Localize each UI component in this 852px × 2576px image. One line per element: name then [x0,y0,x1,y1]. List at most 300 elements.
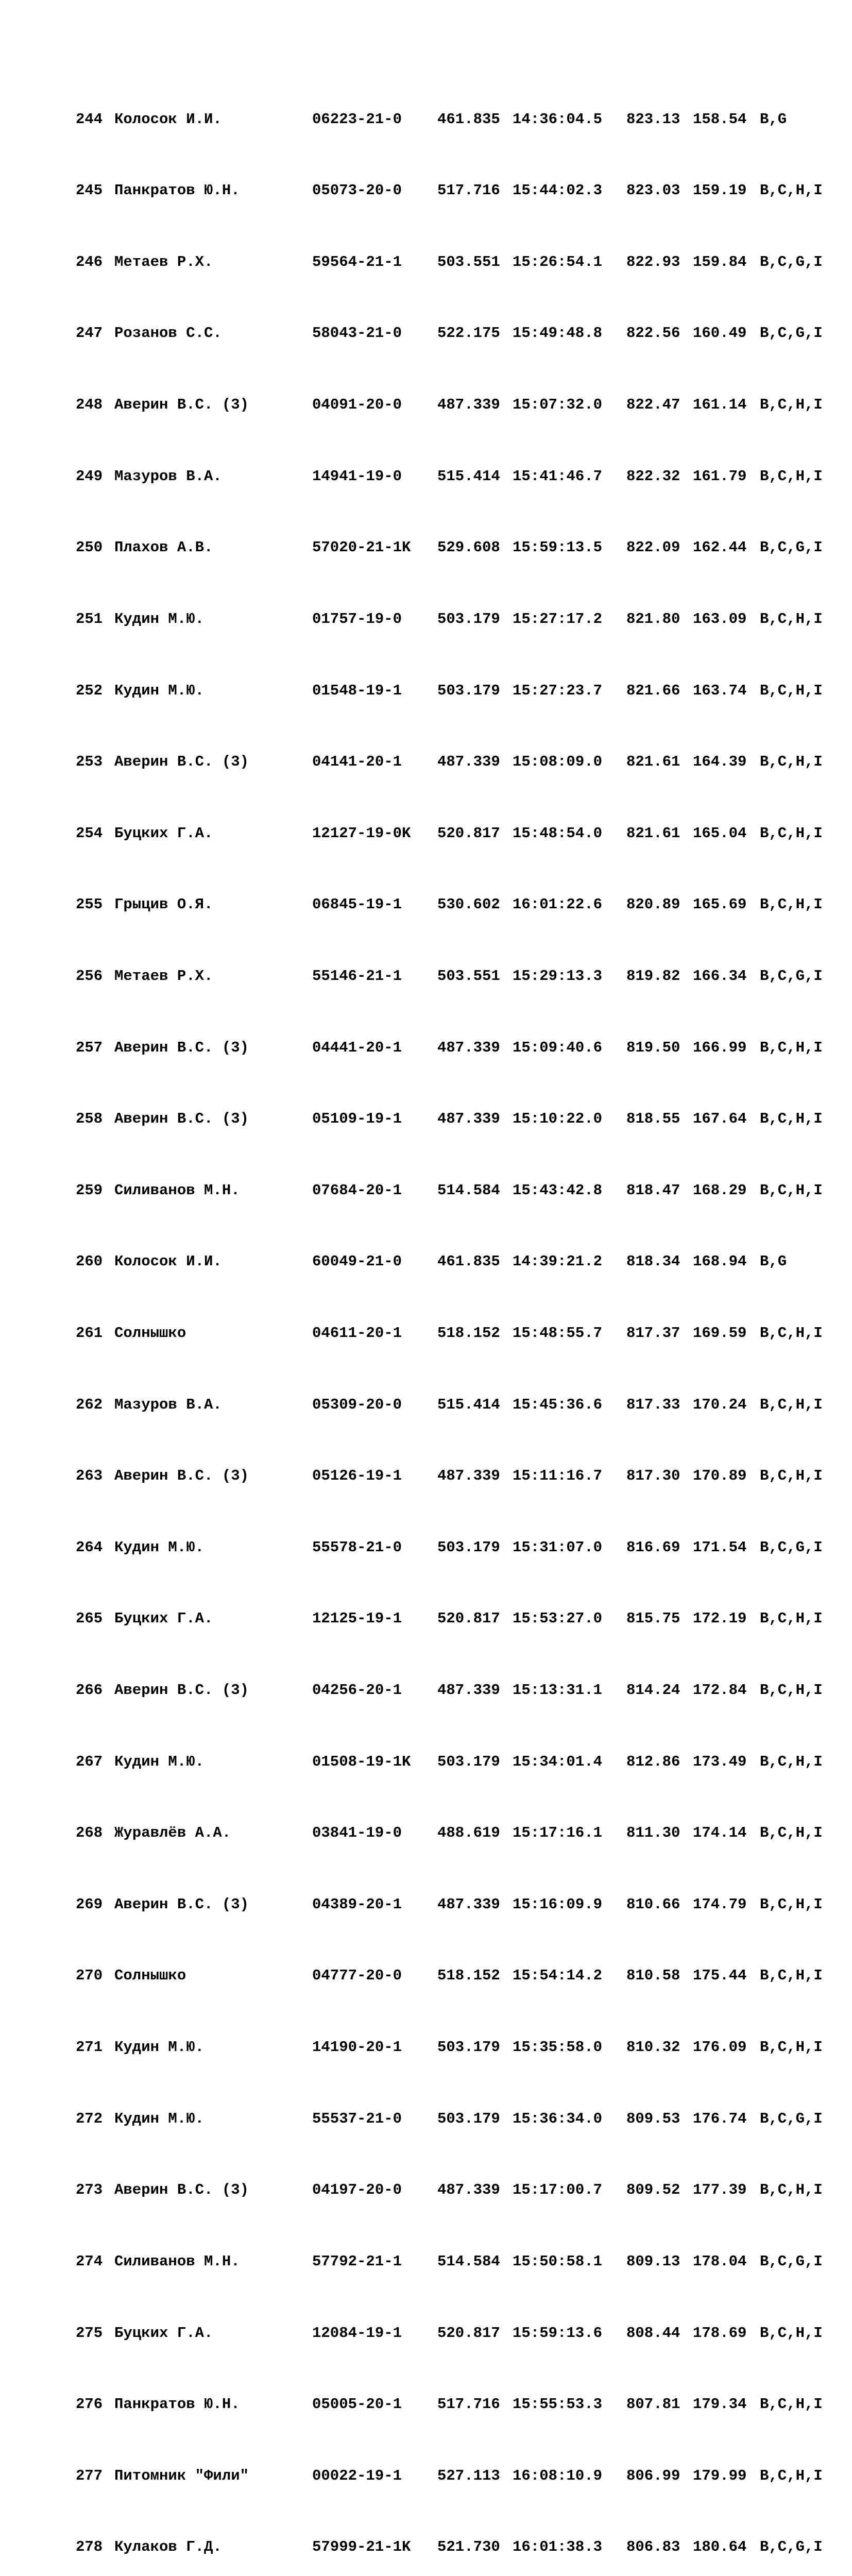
coefficient-cell: 175.44 [693,1967,747,1985]
arrival-time-cell: 15:53:27.0 [513,1610,603,1628]
category-tags-cell: B,C,H,I [760,1967,823,1985]
fancier-name-cell: Солнышко [114,1324,186,1342]
table-row [76,1610,823,1628]
ring-number-cell: 12127-19-0K [312,824,411,842]
place-cell: 255 [76,896,103,913]
arrival-time-cell: 15:59:13.5 [513,539,603,556]
fancier-name-cell: Метаев Р.Х. [114,967,213,985]
ring-number-cell: 01757-19-0 [312,610,402,628]
coefficient-cell: 172.19 [693,1610,747,1628]
fancier-name-cell: Аверин В.С. (3) [114,1039,249,1056]
fancier-name-cell: Силиванов М.Н. [114,1181,240,1199]
table-row [76,611,823,629]
speed-cell: 809.13 [626,2252,680,2270]
coefficient-cell: 165.69 [693,896,747,913]
table-row [76,1539,823,1557]
coefficient-cell: 169.59 [693,1324,747,1342]
fancier-name-cell: Буцких Г.А. [114,2324,213,2342]
fancier-name-cell: Буцких Г.А. [114,824,213,842]
place-cell: 265 [76,1610,103,1628]
coefficient-cell: 170.24 [693,1396,747,1413]
category-tags-cell: B,C,H,I [760,2039,823,2056]
category-tags-cell: B,C,H,I [760,1753,823,1770]
coefficient-cell: 166.34 [693,967,747,985]
fancier-name-cell: Кудин М.Ю. [114,1538,205,1556]
table-row [76,2110,823,2128]
distance-cell: 503.179 [437,2110,500,2127]
ring-number-cell: 05126-19-1 [312,1467,402,1485]
table-row [76,753,823,771]
fancier-name-cell: Силиванов М.Н. [114,2252,240,2270]
distance-cell: 487.339 [437,1682,500,1699]
ring-number-cell: 05073-20-0 [312,182,402,199]
distance-cell: 487.339 [437,2181,500,2199]
place-cell: 273 [76,2181,103,2199]
arrival-time-cell: 15:10:22.0 [513,1110,603,1128]
speed-cell: 821.80 [626,610,680,628]
category-tags-cell: B,C,H,I [760,682,823,699]
ring-number-cell: 04091-20-0 [312,396,402,414]
ring-number-cell: 12125-19-1 [312,1610,402,1628]
arrival-time-cell: 15:44:02.3 [513,182,603,199]
distance-cell: 487.339 [437,396,500,414]
distance-cell: 503.179 [437,1538,500,1556]
fancier-name-cell: Кудин М.Ю. [114,1753,205,1770]
category-tags-cell: B,C,G,I [760,253,823,270]
coefficient-cell: 159.84 [693,253,747,270]
table-row [76,2396,823,2414]
category-tags-cell: B,C,G,I [760,1538,823,1556]
speed-cell: 819.50 [626,1039,680,1056]
distance-cell: 527.113 [437,2467,500,2484]
place-cell: 276 [76,2396,103,2413]
ring-number-cell: 14190-20-1 [312,2039,402,2056]
arrival-time-cell: 15:29:13.3 [513,967,603,985]
category-tags-cell: B,C,H,I [760,610,823,628]
coefficient-cell: 166.99 [693,1039,747,1056]
ring-number-cell: 55146-21-1 [312,967,402,985]
coefficient-cell: 174.79 [693,1895,747,1913]
arrival-time-cell: 16:01:38.3 [513,2538,603,2556]
distance-cell: 503.179 [437,682,500,699]
place-cell: 269 [76,1895,103,1913]
category-tags-cell: B,G [760,110,787,128]
table-row [76,2181,823,2199]
arrival-time-cell: 16:01:22.6 [513,896,603,913]
category-tags-cell: B,C,H,I [760,2324,823,2342]
arrival-time-cell: 15:49:48.8 [513,325,603,342]
results-table [76,39,823,2576]
arrival-time-cell: 15:26:54.1 [513,253,603,270]
category-tags-cell: B,C,G,I [760,967,823,985]
coefficient-cell: 159.19 [693,182,747,199]
arrival-time-cell: 15:36:34.0 [513,2110,603,2127]
distance-cell: 520.817 [437,2324,500,2342]
place-cell: 267 [76,1753,103,1770]
speed-cell: 822.47 [626,396,680,414]
fancier-name-cell: Кудин М.Ю. [114,2110,205,2127]
table-row [76,682,823,700]
coefficient-cell: 178.69 [693,2324,747,2342]
distance-cell: 461.835 [437,1253,500,1270]
ring-number-cell: 57020-21-1K [312,539,411,556]
arrival-time-cell: 15:34:01.4 [513,1753,603,1770]
fancier-name-cell: Аверин В.С. (3) [114,1682,249,1699]
ring-number-cell: 14941-19-0 [312,467,402,485]
distance-cell: 522.175 [437,325,500,342]
arrival-time-cell: 15:17:16.1 [513,1824,603,1842]
place-cell: 264 [76,1538,103,1556]
ring-number-cell: 04141-20-1 [312,753,402,771]
distance-cell: 487.339 [437,1467,500,1485]
ring-number-cell: 57999-21-1K [312,2538,411,2556]
table-row [76,825,823,843]
ring-number-cell: 55578-21-0 [312,1538,402,1556]
coefficient-cell: 173.49 [693,1753,747,1770]
speed-cell: 811.30 [626,1824,680,1842]
distance-cell: 503.179 [437,610,500,628]
coefficient-cell: 158.54 [693,110,747,128]
table-row [76,182,823,200]
coefficient-cell: 176.09 [693,2039,747,2056]
place-cell: 263 [76,1467,103,1485]
arrival-time-cell: 15:48:54.0 [513,824,603,842]
distance-cell: 503.179 [437,1753,500,1770]
arrival-time-cell: 15:27:17.2 [513,610,603,628]
table-row [76,468,823,486]
arrival-time-cell: 15:16:09.9 [513,1895,603,1913]
arrival-time-cell: 15:07:32.0 [513,396,603,414]
coefficient-cell: 168.29 [693,1181,747,1199]
distance-cell: 518.152 [437,1324,500,1342]
category-tags-cell: B,C,H,I [760,396,823,414]
speed-cell: 810.32 [626,2039,680,2056]
ring-number-cell: 06845-19-1 [312,896,402,913]
fancier-name-cell: Мазуров В.А. [114,467,222,485]
ring-number-cell: 55537-21-0 [312,2110,402,2127]
coefficient-cell: 163.74 [693,682,747,699]
place-cell: 247 [76,325,103,342]
coefficient-cell: 179.34 [693,2396,747,2413]
table-row [76,896,823,914]
table-row [76,1396,823,1414]
category-tags-cell: B,C,H,I [760,1895,823,1913]
ring-number-cell: 04197-20-0 [312,2181,402,2199]
distance-cell: 529.608 [437,539,500,556]
fancier-name-cell: Аверин В.С. (3) [114,1110,249,1128]
speed-cell: 806.99 [626,2467,680,2484]
distance-cell: 514.584 [437,2252,500,2270]
table-row [76,1896,823,1914]
speed-cell: 822.56 [626,325,680,342]
fancier-name-cell: Кудин М.Ю. [114,682,205,699]
distance-cell: 503.551 [437,967,500,985]
arrival-time-cell: 15:08:09.0 [513,753,603,771]
distance-cell: 487.339 [437,753,500,771]
place-cell: 254 [76,824,103,842]
category-tags-cell: B,C,G,I [760,325,823,342]
distance-cell: 514.584 [437,1181,500,1199]
speed-cell: 817.37 [626,1324,680,1342]
ring-number-cell: 05005-20-1 [312,2396,402,2413]
ring-number-cell: 57792-21-1 [312,2252,402,2270]
speed-cell: 818.47 [626,1181,680,1199]
coefficient-cell: 162.44 [693,539,747,556]
speed-cell: 820.89 [626,896,680,913]
coefficient-cell: 161.14 [693,396,747,414]
fancier-name-cell: Грыцив О.Я. [114,896,213,913]
category-tags-cell: B,C,H,I [760,753,823,771]
speed-cell: 821.61 [626,753,680,771]
distance-cell: 487.339 [437,1895,500,1913]
place-cell: 261 [76,1324,103,1342]
ring-number-cell: 01508-19-1K [312,1753,411,1770]
distance-cell: 517.716 [437,2396,500,2413]
place-cell: 260 [76,1253,103,1270]
category-tags-cell: B,C,H,I [760,824,823,842]
place-cell: 256 [76,967,103,985]
arrival-time-cell: 15:09:40.6 [513,1039,603,1056]
coefficient-cell: 165.04 [693,824,747,842]
distance-cell: 487.339 [437,1039,500,1056]
category-tags-cell: B,C,H,I [760,2396,823,2413]
place-cell: 274 [76,2252,103,2270]
arrival-time-cell: 15:54:14.2 [513,1967,603,1985]
place-cell: 249 [76,467,103,485]
table-row [76,325,823,343]
arrival-time-cell: 16:08:10.9 [513,2467,603,2484]
fancier-name-cell: Питомник "Фили" [114,2467,249,2484]
fancier-name-cell: Аверин В.С. (3) [114,2181,249,2199]
coefficient-cell: 161.79 [693,467,747,485]
place-cell: 268 [76,1824,103,1842]
speed-cell: 823.03 [626,182,680,199]
ring-number-cell: 59564-21-1 [312,253,402,270]
table-row [76,1253,823,1271]
category-tags-cell: B,C,H,I [760,182,823,199]
place-cell: 248 [76,396,103,414]
arrival-time-cell: 15:11:16.7 [513,1467,603,1485]
place-cell: 251 [76,610,103,628]
fancier-name-cell: Аверин В.С. (3) [114,753,249,771]
place-cell: 277 [76,2467,103,2484]
fancier-name-cell: Аверин В.С. (3) [114,1467,249,1485]
coefficient-cell: 171.54 [693,1538,747,1556]
table-row [76,1824,823,1842]
speed-cell: 809.52 [626,2181,680,2199]
arrival-time-cell: 15:55:53.3 [513,2396,603,2413]
speed-cell: 822.09 [626,539,680,556]
distance-cell: 521.730 [437,2538,500,2556]
speed-cell: 808.44 [626,2324,680,2342]
fancier-name-cell: Панкратов Ю.Н. [114,2396,240,2413]
place-cell: 250 [76,539,103,556]
category-tags-cell: B,C,G,I [760,539,823,556]
ring-number-cell: 06223-21-0 [312,110,402,128]
table-row [76,396,823,414]
distance-cell: 461.835 [437,110,500,128]
speed-cell: 817.30 [626,1467,680,1485]
table-row [76,2467,823,2485]
category-tags-cell: B,C,H,I [760,2467,823,2484]
ring-number-cell: 07684-20-1 [312,1181,402,1199]
fancier-name-cell: Розанов С.С. [114,325,222,342]
place-cell: 278 [76,2538,103,2556]
category-tags-cell: B,C,H,I [760,1039,823,1056]
fancier-name-cell: Метаев Р.Х. [114,253,213,270]
place-cell: 257 [76,1039,103,1056]
table-row [76,2039,823,2057]
arrival-time-cell: 15:45:36.6 [513,1396,603,1413]
speed-cell: 812.86 [626,1753,680,1770]
table-row [76,253,823,272]
distance-cell: 515.414 [437,467,500,485]
table-row [76,111,823,129]
category-tags-cell: B,C,H,I [760,1396,823,1413]
coefficient-cell: 176.74 [693,2110,747,2127]
category-tags-cell: B,C,G,I [760,2538,823,2556]
distance-cell: 520.817 [437,824,500,842]
fancier-name-cell: Плахов А.В. [114,539,213,556]
place-cell: 259 [76,1181,103,1199]
ring-number-cell: 12084-19-1 [312,2324,402,2342]
table-row [76,1182,823,1200]
ring-number-cell: 04611-20-1 [312,1324,402,1342]
category-tags-cell: B,C,H,I [760,1110,823,1128]
speed-cell: 809.53 [626,2110,680,2127]
table-row [76,2538,823,2556]
speed-cell: 817.33 [626,1396,680,1413]
speed-cell: 814.24 [626,1682,680,1699]
table-row [76,1467,823,1485]
distance-cell: 520.817 [437,1610,500,1628]
place-cell: 253 [76,753,103,771]
place-cell: 266 [76,1682,103,1699]
speed-cell: 821.61 [626,824,680,842]
speed-cell: 822.93 [626,253,680,270]
table-row [76,2253,823,2271]
speed-cell: 810.58 [626,1967,680,1985]
speed-cell: 815.75 [626,1610,680,1628]
speed-cell: 823.13 [626,110,680,128]
distance-cell: 488.619 [437,1824,500,1842]
place-cell: 270 [76,1967,103,1985]
arrival-time-cell: 15:59:13.6 [513,2324,603,2342]
place-cell: 262 [76,1396,103,1413]
ring-number-cell: 58043-21-0 [312,325,402,342]
category-tags-cell: B,C,H,I [760,896,823,913]
fancier-name-cell: Аверин В.С. (3) [114,396,249,414]
category-tags-cell: B,C,H,I [760,1181,823,1199]
fancier-name-cell: Панкратов Ю.Н. [114,182,240,199]
category-tags-cell: B,C,H,I [760,2181,823,2199]
arrival-time-cell: 15:41:46.7 [513,467,603,485]
table-row [76,539,823,557]
distance-cell: 518.152 [437,1967,500,1985]
speed-cell: 810.66 [626,1895,680,1913]
table-row [76,2325,823,2343]
category-tags-cell: B,C,H,I [760,1824,823,1842]
ring-number-cell: 04441-20-1 [312,1039,402,1056]
arrival-time-cell: 15:43:42.8 [513,1181,603,1199]
speed-cell: 821.66 [626,682,680,699]
fancier-name-cell: Журавлёв А.А. [114,1824,231,1842]
coefficient-cell: 170.89 [693,1467,747,1485]
category-tags-cell: B,C,G,I [760,2110,823,2127]
category-tags-cell: B,C,G,I [760,2252,823,2270]
ring-number-cell: 04256-20-1 [312,1682,402,1699]
category-tags-cell: B,C,H,I [760,1467,823,1485]
place-cell: 272 [76,2110,103,2127]
place-cell: 271 [76,2039,103,2056]
category-tags-cell: B,G [760,1253,787,1270]
table-row [76,1753,823,1771]
distance-cell: 515.414 [437,1396,500,1413]
speed-cell: 806.83 [626,2538,680,2556]
fancier-name-cell: Кулаков Г.Д. [114,2538,222,2556]
coefficient-cell: 178.04 [693,2252,747,2270]
arrival-time-cell: 15:48:55.7 [513,1324,603,1342]
arrival-time-cell: 15:31:07.0 [513,1538,603,1556]
coefficient-cell: 179.99 [693,2467,747,2484]
table-row [76,1110,823,1128]
fancier-name-cell: Солнышко [114,1967,186,1985]
table-row [76,968,823,986]
speed-cell: 822.32 [626,467,680,485]
ring-number-cell: 03841-19-0 [312,1824,402,1842]
coefficient-cell: 164.39 [693,753,747,771]
fancier-name-cell: Колосок И.И. [114,110,222,128]
fancier-name-cell: Аверин В.С. (3) [114,1895,249,1913]
place-cell: 252 [76,682,103,699]
arrival-time-cell: 15:17:00.7 [513,2181,603,2199]
fancier-name-cell: Буцких Г.А. [114,1610,213,1628]
place-cell: 258 [76,1110,103,1128]
table-row [76,1682,823,1700]
arrival-time-cell: 14:36:04.5 [513,110,603,128]
distance-cell: 503.179 [437,2039,500,2056]
speed-cell: 816.69 [626,1538,680,1556]
ring-number-cell: 01548-19-1 [312,682,402,699]
coefficient-cell: 174.14 [693,1824,747,1842]
fancier-name-cell: Мазуров В.А. [114,1396,222,1413]
place-cell: 275 [76,2324,103,2342]
table-row [76,1967,823,1985]
ring-number-cell: 00022-19-1 [312,2467,402,2484]
coefficient-cell: 167.64 [693,1110,747,1128]
coefficient-cell: 168.94 [693,1253,747,1270]
speed-cell: 818.55 [626,1110,680,1128]
distance-cell: 503.551 [437,253,500,270]
arrival-time-cell: 15:50:58.1 [513,2252,603,2270]
arrival-time-cell: 15:27:23.7 [513,682,603,699]
category-tags-cell: B,C,H,I [760,1682,823,1699]
category-tags-cell: B,C,H,I [760,1610,823,1628]
fancier-name-cell: Кудин М.Ю. [114,610,205,628]
speed-cell: 807.81 [626,2396,680,2413]
category-tags-cell: B,C,H,I [760,467,823,485]
arrival-time-cell: 15:35:58.0 [513,2039,603,2056]
ring-number-cell: 04777-20-0 [312,1967,402,1985]
coefficient-cell: 160.49 [693,325,747,342]
distance-cell: 517.716 [437,182,500,199]
ring-number-cell: 05109-19-1 [312,1110,402,1128]
distance-cell: 530.602 [437,896,500,913]
ring-number-cell: 05309-20-0 [312,1396,402,1413]
place-cell: 245 [76,182,103,199]
category-tags-cell: B,C,H,I [760,1324,823,1342]
fancier-name-cell: Колосок И.И. [114,1253,222,1270]
